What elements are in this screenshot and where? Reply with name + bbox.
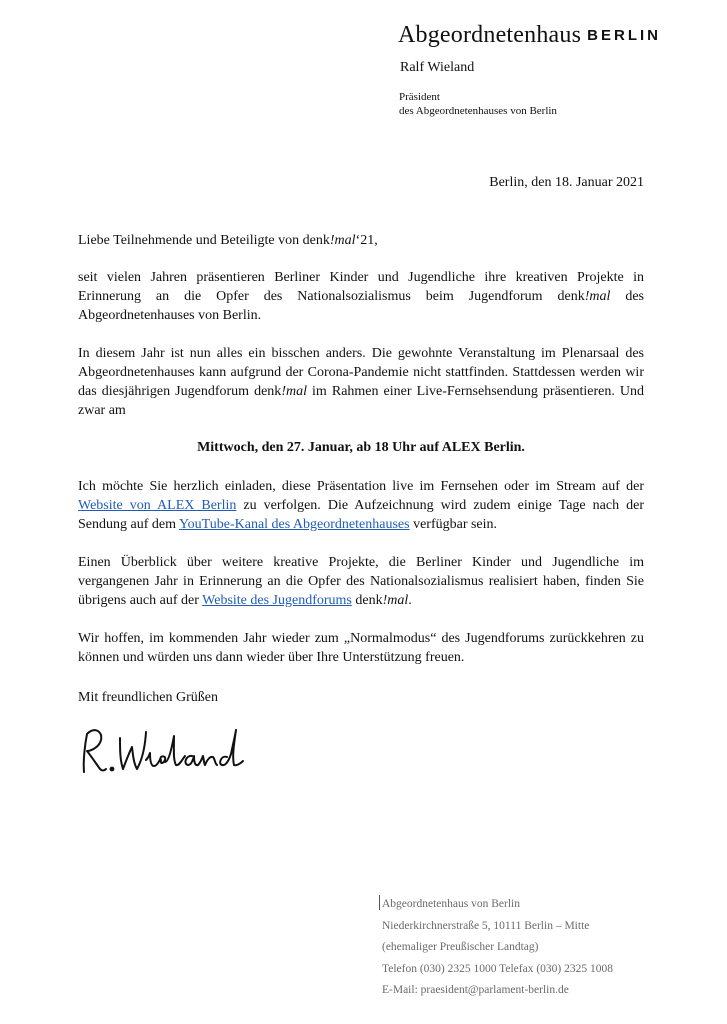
paragraph-intro-text: seit vielen Jahren präsentieren Berliner Kinder und Jugendliche ihre kreativen Projekte in Erinnerung an die Opfer des Nationalsozialismus beim Jugendforum denk bbox=[78, 270, 644, 304]
brand-mark: !mal bbox=[281, 384, 307, 399]
letterhead-logo bbox=[398, 22, 661, 49]
salutation bbox=[78, 231, 644, 250]
paragraph-outlook: Wir hoffen, im kommenden Jahr wieder zum „Normalmodus“ des Jugendforums zurückkehren zu können und würden uns dann wieder über Ihre Unterstützung freuen. bbox=[78, 631, 644, 665]
sender-title-line1: Präsident bbox=[399, 91, 440, 103]
paragraph-overview bbox=[78, 553, 644, 610]
footer-marker-bar bbox=[379, 895, 380, 910]
paragraph-intro bbox=[78, 268, 644, 325]
signature-drawing bbox=[76, 722, 246, 778]
alex-berlin-website-link[interactable]: Website von ALEX Berlin bbox=[78, 498, 237, 513]
footer-line-org: Abgeordnetenhaus von Berlin bbox=[382, 898, 520, 910]
footer-line-phone: Telefon (030) 2325 1000 Telefax (030) 2325 1008 bbox=[382, 962, 613, 975]
sender-title bbox=[399, 90, 557, 118]
paragraph-invitation bbox=[78, 477, 644, 534]
closing-phrase: Mit freundlichen Grüßen bbox=[78, 690, 218, 705]
footer-line-building: (ehemaliger Preußischer Landtag) bbox=[382, 941, 539, 953]
paragraph-overview-end: . bbox=[408, 593, 412, 608]
paragraph-overview-after-link: denk bbox=[351, 593, 383, 608]
youtube-channel-link[interactable]: YouTube-Kanal des Abgeordnetenhauses bbox=[178, 517, 410, 532]
letterhead-org: Abgeordnetenhaus bbox=[398, 22, 582, 48]
footer-address bbox=[382, 894, 613, 1002]
brand-mark: !mal bbox=[329, 233, 356, 248]
paragraph-invitation-end: verfügbar sein. bbox=[409, 517, 498, 532]
brand-mark: !mal bbox=[584, 289, 611, 304]
paragraph-intro-end: des Abgeordnetenhauses von Berlin. bbox=[78, 289, 644, 323]
event-date-line: Mittwoch, den 27. Januar, ab 18 Uhr auf ALEX Berlin. bbox=[197, 440, 525, 455]
brand-mark: !mal bbox=[382, 593, 409, 608]
paragraph-invitation-text: Ich möchte Sie herzlich einladen, diese Präsentation live im Fernsehen oder im Stream auf der bbox=[78, 479, 644, 494]
salutation-end: ‘21, bbox=[355, 233, 378, 248]
sender-title-line2: des Abgeordnetenhauses von Berlin bbox=[399, 105, 557, 117]
paragraph-this-year-text: In diesem Jahr ist nun alles ein bisschen anders. Die gewohnte Veranstaltung im Plenarsaal des Abgeordnetenhauses kann aufgrund der Corona-Pandemie nicht stattfinden. Stattdessen werden wir das diesjährigen Jugendforum denk bbox=[78, 346, 644, 399]
letterhead-city: BERLIN bbox=[587, 27, 661, 44]
handwritten-signature bbox=[76, 722, 246, 783]
jugendforum-website-link[interactable]: Website des Jugendforums bbox=[202, 593, 352, 608]
paragraph-overview-text: Einen Überblick über weitere kreative Projekte, die Berliner Kinder und Jugendliche im vergangenen Jahr in Erinnerung an die Opfer des Nationalsozialismus realisiert haben, finden Sie übrigens auch auf der bbox=[78, 555, 644, 608]
footer-line-street: Niederkirchnerstraße 5, 10111 Berlin – Mitte bbox=[382, 919, 590, 932]
letter-date: Berlin, den 18. Januar 2021 bbox=[489, 175, 644, 190]
paragraph-invitation-middle: zu verfolgen. Die Aufzeichnung wird zudem einige Tage nach der Sendung auf dem bbox=[78, 498, 645, 532]
paragraph-this-year bbox=[78, 344, 644, 420]
paragraph-this-year-end: im Rahmen einer Live-Fernsehsendung präsentieren. Und zwar am bbox=[78, 384, 644, 418]
footer-line-email: E-Mail: praesident@parlament-berlin.de bbox=[382, 984, 569, 996]
salutation-text: Liebe Teilnehmende und Beteiligte von denk bbox=[78, 233, 330, 248]
sender-name: Ralf Wieland bbox=[400, 60, 475, 75]
